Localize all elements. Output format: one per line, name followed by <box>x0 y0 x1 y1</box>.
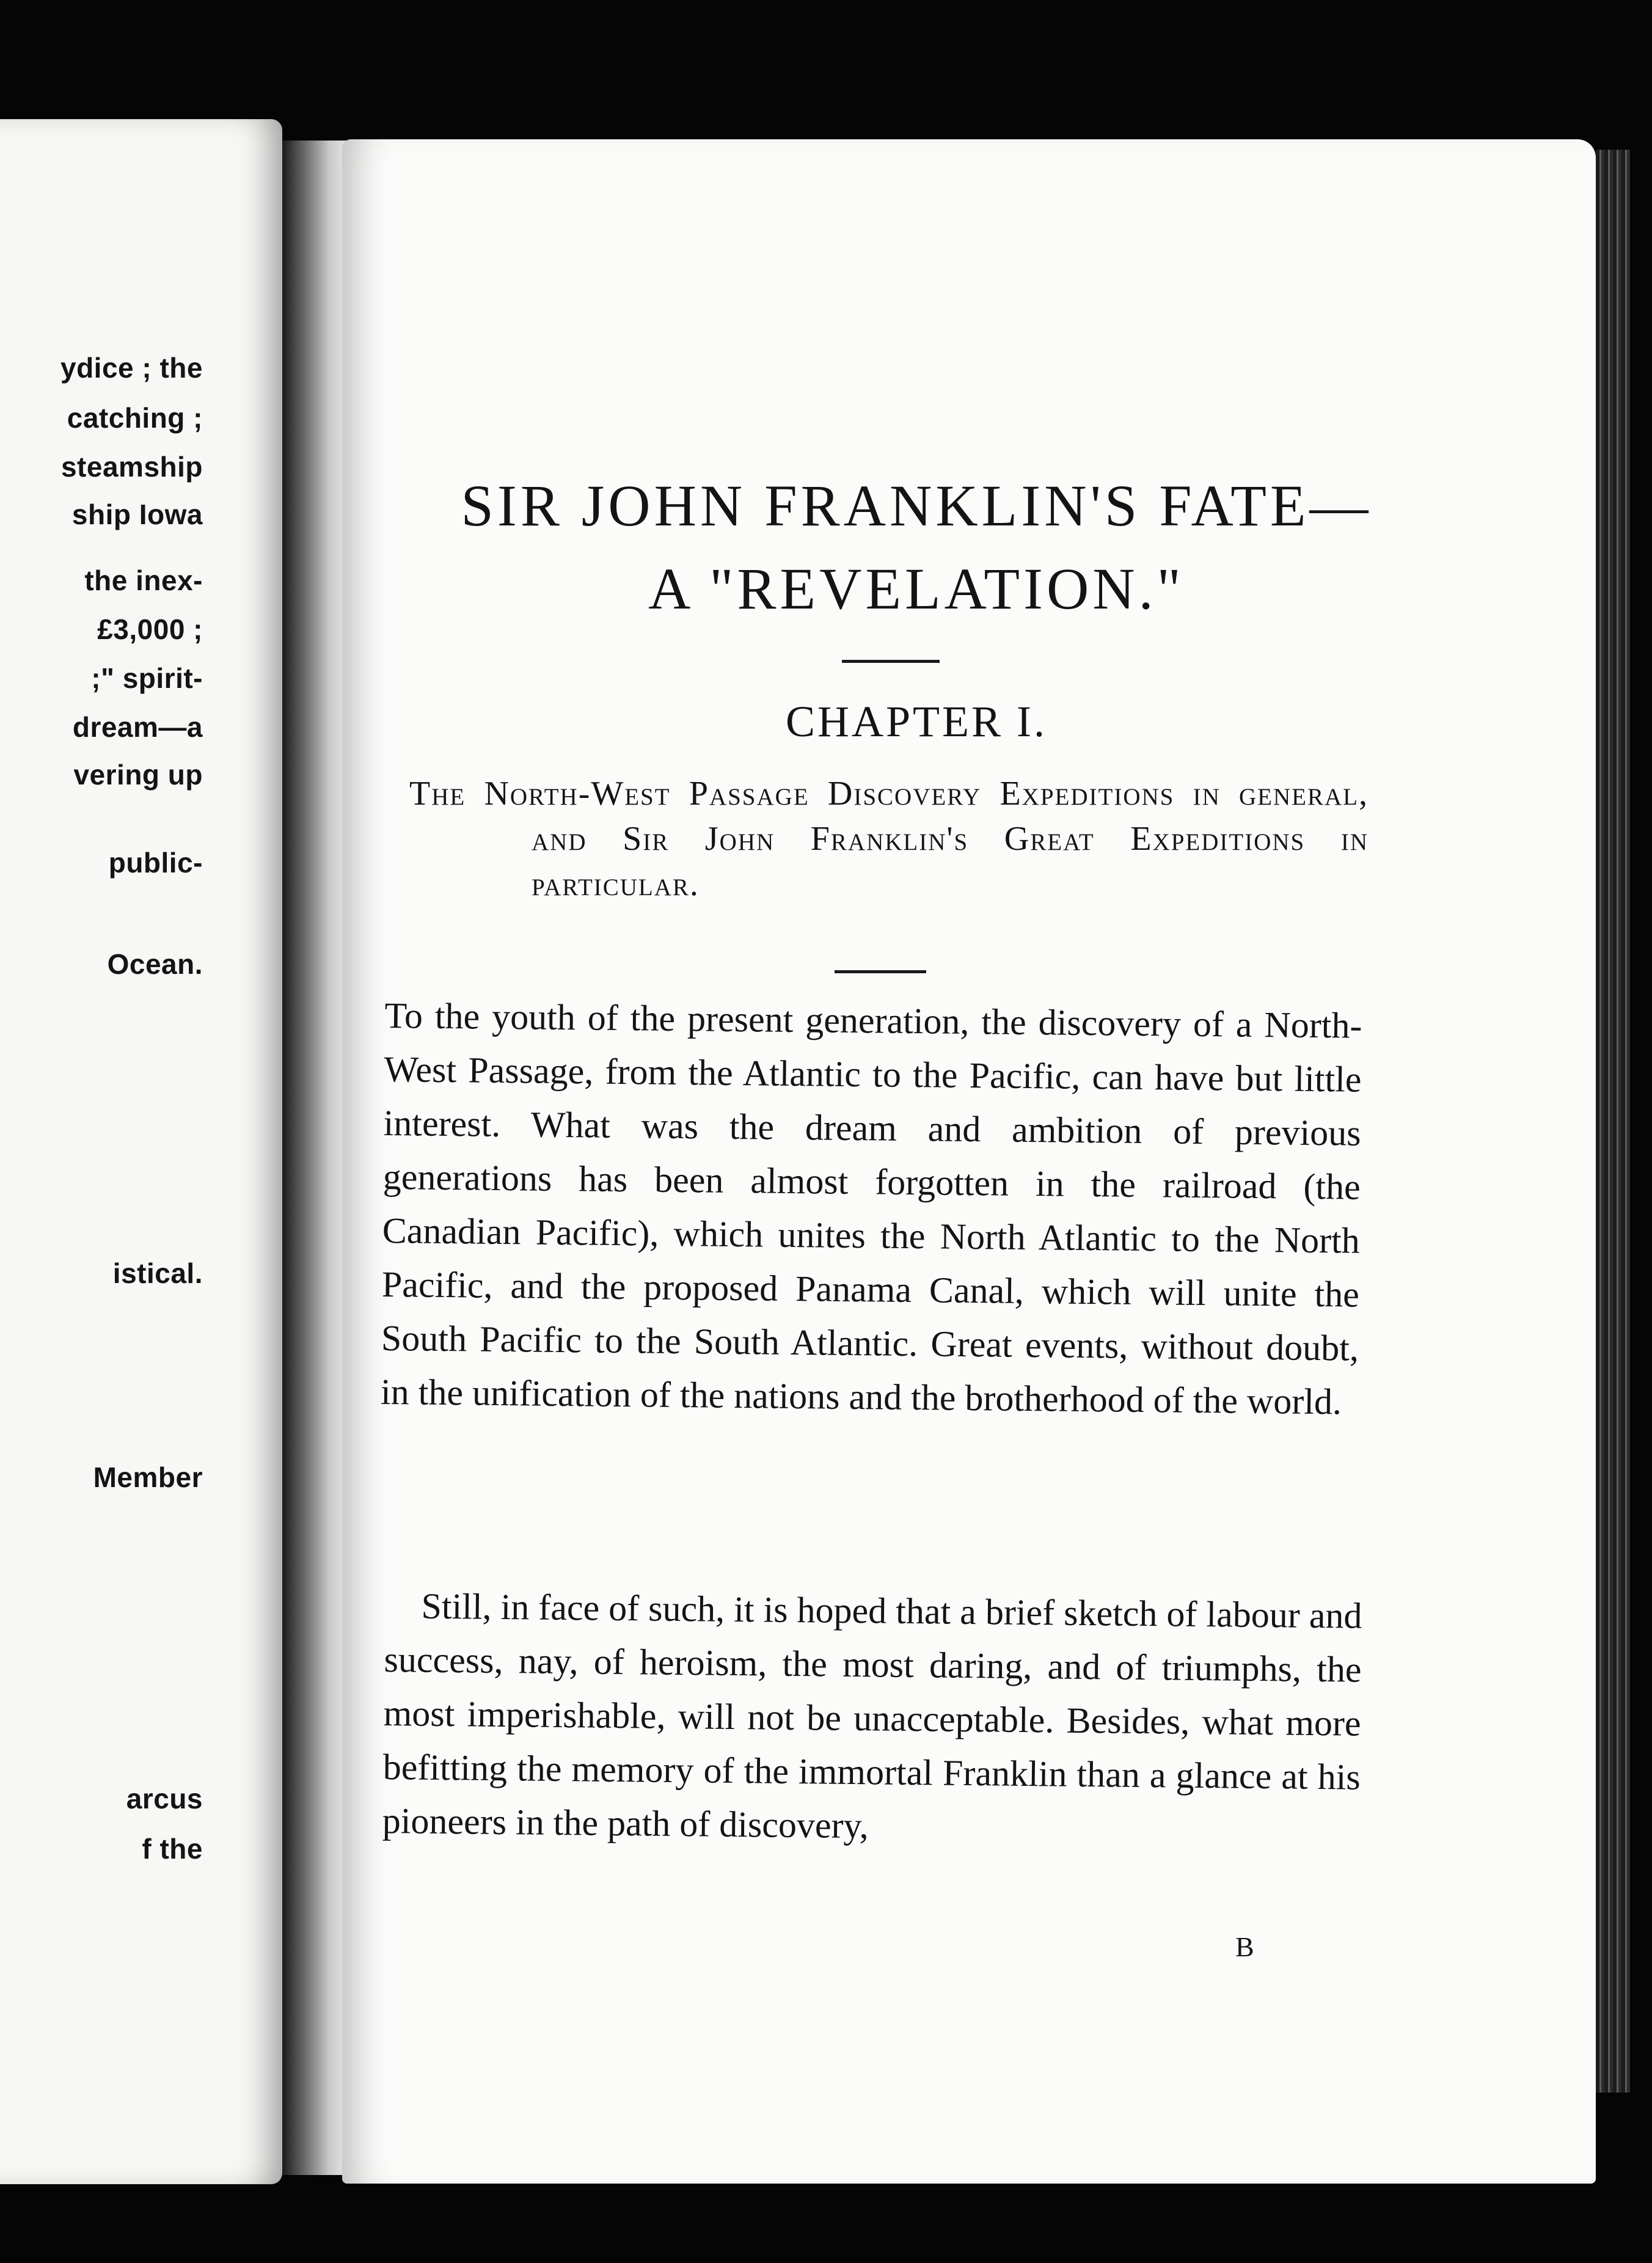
book-title <box>415 464 1417 631</box>
divider-rule <box>835 970 926 973</box>
left-page-line: f the <box>142 1833 203 1865</box>
left-page-line: catching ; <box>67 402 203 434</box>
left-page-line: steamship <box>60 451 203 483</box>
left-page-line: arcus <box>126 1783 203 1815</box>
left-page-line: ship Iowa <box>71 499 203 530</box>
chapter-heading: CHAPTER I. <box>785 697 1048 746</box>
title-line-1: SIR JOHN FRANKLIN'S FATE— <box>461 473 1372 538</box>
left-page <box>0 119 282 2184</box>
left-page-line: Ocean. <box>107 948 203 980</box>
left-page-line: ydice ; the <box>60 352 203 384</box>
left-page-line: Member <box>93 1461 203 1493</box>
left-page-line: £3,000 ; <box>97 613 203 645</box>
paragraph: Still, in face of such, it is hoped that a brief sketch of labour and success, nay, of heroism, the most daring, and of triumphs, the most imperishable, will not be unacceptable. Besides, what more befitting the memory of the immortal Franklin than a glance at his pioneers in the path of discovery, <box>382 1585 1362 1846</box>
left-page-line: vering up <box>73 759 203 791</box>
left-page-line: ;" spirit- <box>91 662 203 694</box>
signature-mark: B <box>1235 1931 1254 1962</box>
title-line-2: A "REVELATION." <box>648 556 1185 621</box>
left-page-line: dream—a <box>72 711 203 743</box>
left-page-line: istical. <box>112 1257 203 1289</box>
page-edges <box>1596 150 1630 2093</box>
left-page-line: the inex- <box>84 565 203 596</box>
chapter-subtitle <box>409 771 1369 907</box>
divider-rule <box>842 660 940 663</box>
left-page-line: public- <box>108 847 203 879</box>
book-gutter <box>282 141 349 2175</box>
paragraph: To the youth of the present generation, the discovery of a North-West Passage, from the Atlantic to the Pacific, can have but little interest. What was the dream and ambition of previous generations has been almost forgotten in the railroad (the Canadian Pacific), which unites the North Atlantic to the North Pacific, and the proposed Panama Canal, which will unite the South Pacific to the South Atlantic. Great events, without doubt, in the unification of the nations and the brotherhood of the world. <box>380 995 1362 1422</box>
chapter-subtitle-text: The North-West Passage Discovery Expeditions in general, and Sir John Franklin's Great Expeditions in particular. <box>409 775 1369 903</box>
